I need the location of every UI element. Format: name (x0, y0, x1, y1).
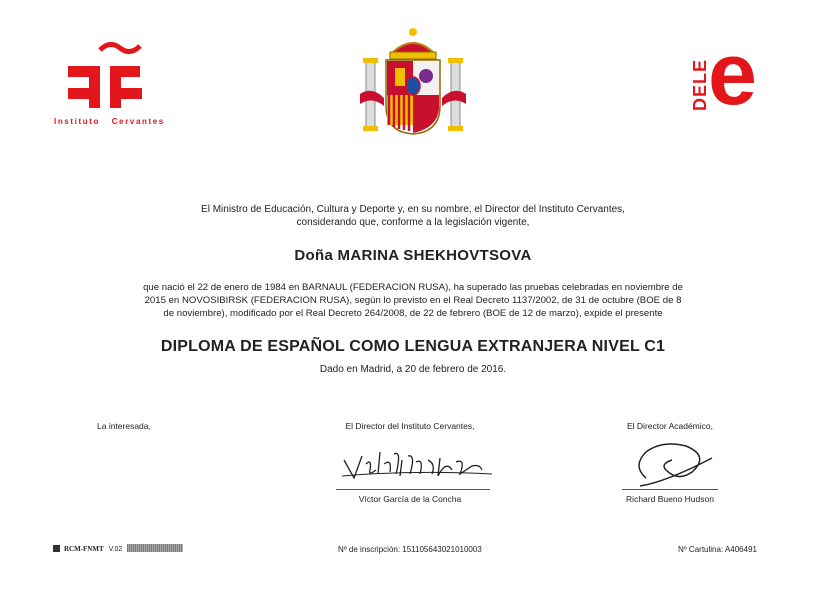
instituto-cervantes-logo (52, 38, 187, 133)
director-signature (332, 440, 502, 490)
certificate-body (110, 281, 716, 320)
issued-date: Dado en Madrid, a 20 de febrero de 2016. (319, 364, 507, 375)
mint-mark-text: RCM-FNMT (63, 545, 104, 553)
academic-signature-label: El Director Académico, (627, 421, 713, 431)
mint-icon (53, 545, 60, 552)
academic-signature (626, 436, 716, 494)
dele-logo-text: DELE (690, 59, 710, 112)
inscription-number: Nº de inscripción: 151105643021010003 (338, 545, 482, 554)
director-signature-label: El Director del Instituto Cervantes, (345, 421, 475, 431)
mint-mark (53, 544, 183, 553)
intro-text (0, 203, 826, 229)
handwritten-signature-icon (626, 436, 716, 494)
body-line-2: 2015 en NOVOSIBIRSK (FEDERACION RUSA), según lo previsto en el Real Decreto 1137/2002, de 31 de octubre (BOE de 8 (144, 295, 682, 306)
body-line-1: que nació el 22 de enero de 1984 en BARNAUL (FEDERACION RUSA), ha superado las pruebas celebradas en noviembre de (143, 282, 683, 293)
director-signature-line (336, 489, 490, 490)
cartulina-number: Nº Cartulina: A406491 (678, 545, 757, 554)
cervantes-emblem-icon (52, 38, 187, 113)
academic-name: Richard Bueno Hudson (626, 494, 714, 504)
diploma-title: DIPLOMA DE ESPAÑOL COMO LENGUA EXTRANJERA NIVEL C1 (160, 338, 666, 355)
mint-version: V.02 (108, 546, 123, 553)
body-line-3: de noviembre), modificado por el Real Decreto 264/2008, de 22 de febrero (BOE de 12 de marzo), expide el presente (163, 308, 663, 319)
mint-barcode (127, 544, 183, 552)
coat-of-arms-icon (358, 24, 468, 139)
academic-signature-line (622, 489, 718, 490)
holder-signature-label: La interesada, (97, 421, 151, 431)
handwritten-signature-icon (332, 440, 502, 490)
spanish-coat-of-arms (358, 24, 468, 139)
holder-name: Doña MARINA SHEKHOVTSOVA (294, 247, 532, 264)
intro-line-2: considerando que, conforme a la legislación vigente, (296, 217, 530, 228)
director-name: Víctor García de la Concha (358, 494, 462, 504)
dele-logo (680, 24, 780, 126)
intro-line-1: El Ministro de Educación, Cultura y Deporte y, en su nombre, el Director del Instituto Cervantes, (201, 204, 625, 215)
cervantes-logo-text: Instituto Cervantes (54, 117, 165, 126)
dele-logo-letter: e (708, 24, 757, 123)
